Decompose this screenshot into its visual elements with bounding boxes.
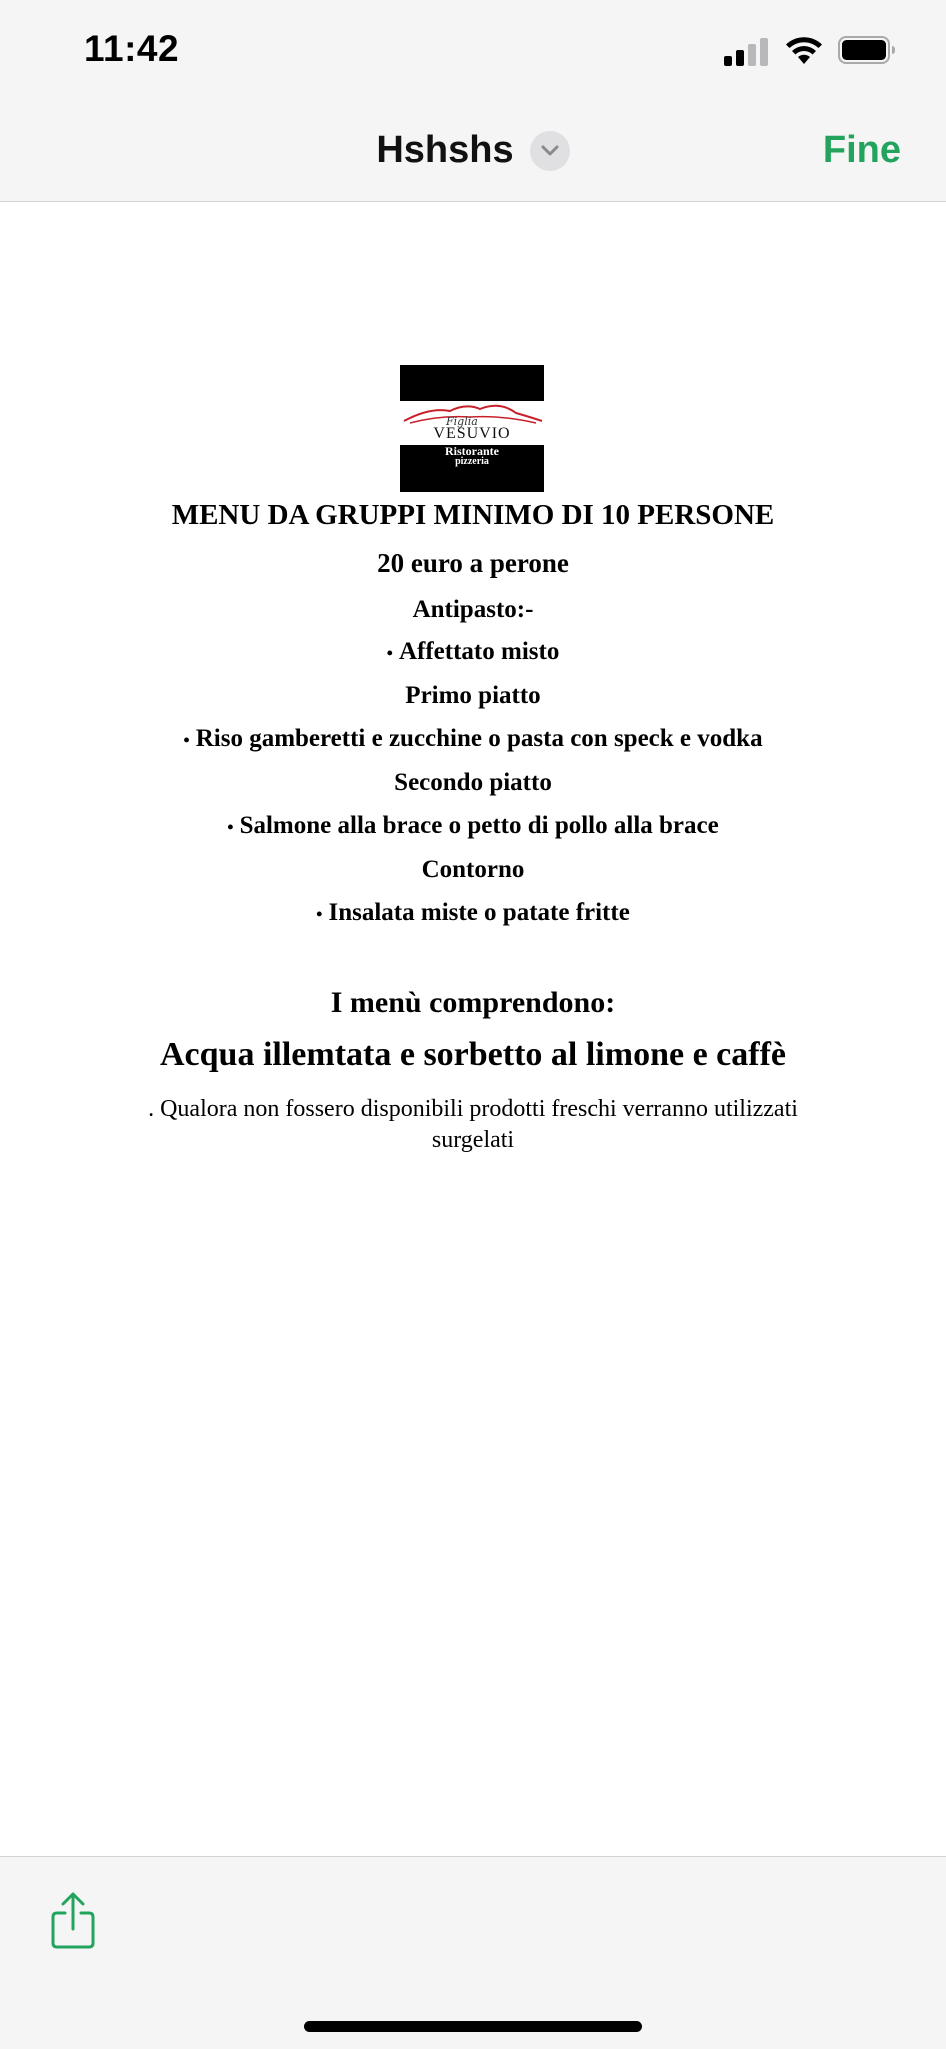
menu-price: 20 euro a perone <box>377 548 569 578</box>
status-bar <box>0 0 946 100</box>
chevron-down-icon[interactable] <box>530 131 570 171</box>
primo-item: • Riso gamberetti e zucchine o pasta con speck e vodka <box>183 725 763 752</box>
antipasto-item: • Affettato misto <box>386 638 560 665</box>
share-icon[interactable] <box>48 1891 98 1951</box>
restaurant-logo <box>400 365 544 492</box>
logo-name: VESUVIO <box>433 425 511 442</box>
document-preview[interactable] <box>0 202 946 1856</box>
title-menu[interactable] <box>0 100 946 201</box>
includes-heading: I menù comprendono: <box>330 986 616 1019</box>
document-title[interactable]: Hshshs <box>376 129 514 171</box>
primo-heading: Primo piatto <box>405 682 541 709</box>
logo-subtitle-2: pizzeria <box>455 456 489 467</box>
logo-script-text: Figlia <box>446 415 478 428</box>
contorno-heading: Contorno <box>421 856 525 883</box>
note-text: . Qualora non fossero disponibili prodotti freschi verranno utilizzati surgelati <box>148 1096 798 1153</box>
wifi-icon <box>784 34 824 66</box>
logo-subtitle: Ristorante <box>445 444 499 458</box>
done-button[interactable]: Fine <box>822 129 901 171</box>
secondo-heading: Secondo piatto <box>394 769 552 796</box>
navigation-bar <box>0 100 946 202</box>
home-indicator[interactable] <box>304 2021 642 2032</box>
status-time: 11:42 <box>84 28 180 69</box>
menu-title: MENU DA GRUPPI MINIMO DI 10 PERSONE <box>171 499 775 531</box>
cellular-signal-icon <box>724 38 770 66</box>
bottom-toolbar <box>0 1856 946 2049</box>
contorno-item: • Insalata miste o patate fritte <box>316 899 630 926</box>
antipasto-heading: Antipasto:- <box>412 596 534 623</box>
includes-text: Acqua illemtata e sorbetto al limone e caffè <box>160 1036 786 1073</box>
battery-icon <box>838 36 896 64</box>
secondo-item: • Salmone alla brace o petto di pollo alla brace <box>227 812 719 839</box>
